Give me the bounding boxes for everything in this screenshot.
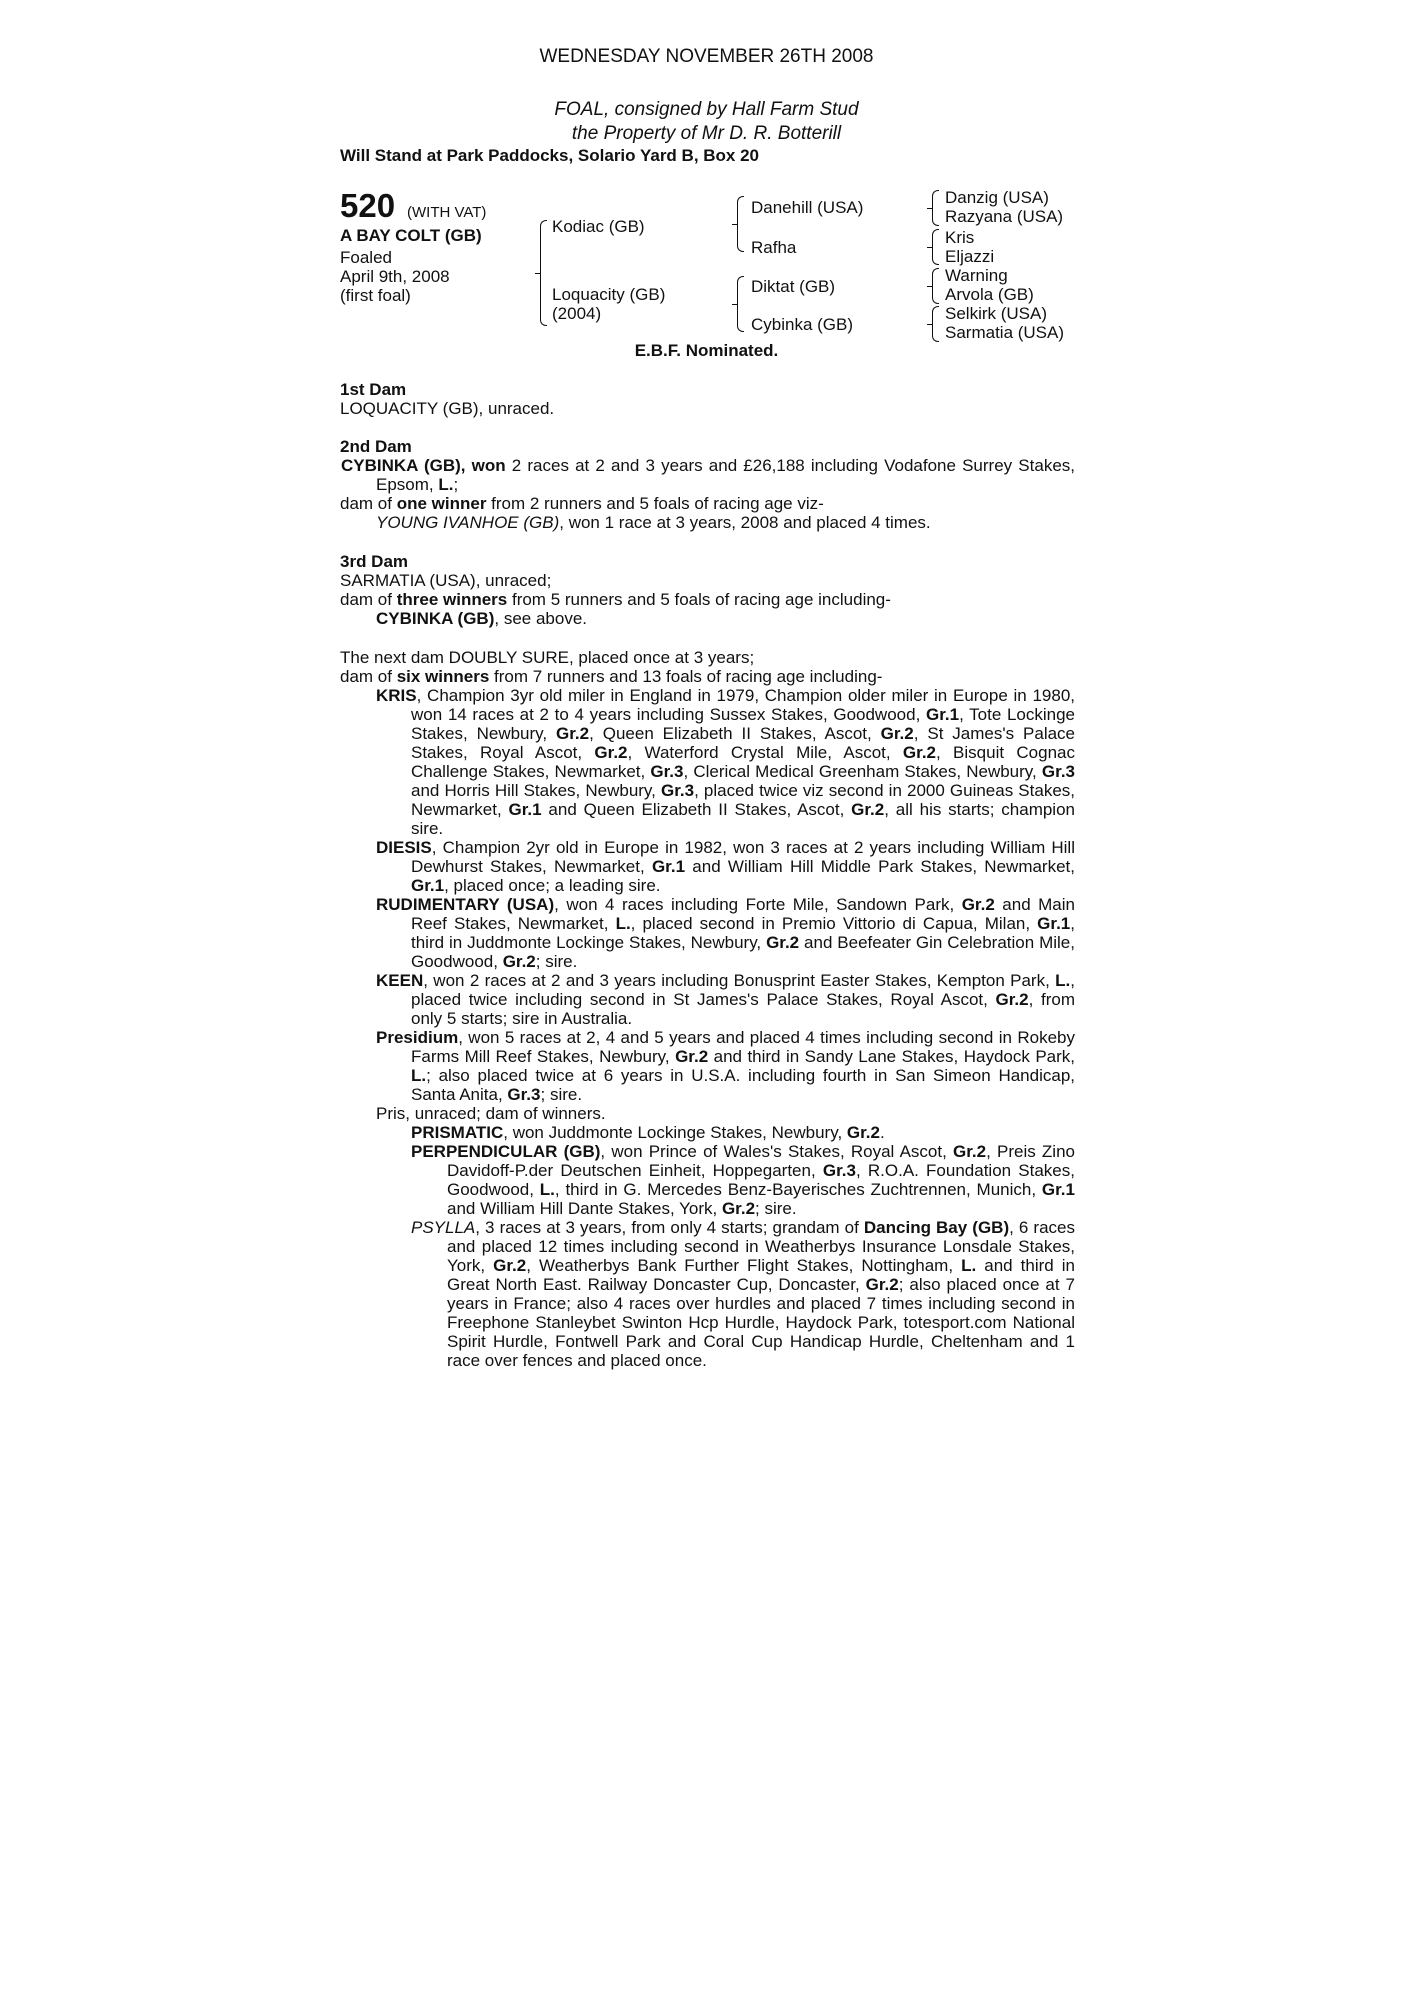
foaled-date: April 9th, 2008 <box>340 267 450 286</box>
record-text: , third in Juddmonte Lockinge Stakes, Newbury, <box>411 914 1075 952</box>
third-dam-section <box>340 552 1075 628</box>
record-text: , Bisquit Cognac Challenge Stakes, Newmarket, <box>411 743 1075 781</box>
produce-entry-pris: Pris, unraced; dam of winners. <box>376 1104 606 1123</box>
pedigree-g6: Arvola (GB) <box>945 285 1034 304</box>
produce-entry-perpendicular <box>340 1142 1075 1218</box>
record-text: 2 races at 2 and 3 years and £26,188 including Vodafone Surrey Stakes, Epsom, <box>376 456 1075 494</box>
race-grade: Gr.2 <box>556 724 590 743</box>
pedigree-g1: Danzig (USA) <box>945 188 1049 207</box>
record-text: , won 5 races at 2, 4 and 5 years and placed 4 times including second in Rokeby Farms Mill Reef Stakes, Newbury, <box>411 1028 1075 1066</box>
record-text: , third in G. Mercedes Benz-Bayerisches Zuchtrennen, Munich, <box>554 1180 1042 1199</box>
pedigree-g7: Selkirk (USA) <box>945 304 1048 323</box>
race-grade: Gr.2 <box>902 743 937 762</box>
pedigree-dam-sire: Diktat (GB) <box>751 277 836 296</box>
record-text: and Queen Elizabeth II Stakes, Ascot, <box>541 800 852 819</box>
record-text: and William Hill Middle Park Stakes, Newmarket, <box>685 857 1075 876</box>
record-text: dam of <box>340 494 397 513</box>
second-dam-section <box>340 437 1075 532</box>
race-grade: Gr.2 <box>953 1142 987 1161</box>
race-grade: Gr.3 <box>660 781 695 800</box>
record-text: from 7 runners and 13 foals of racing age including- <box>489 667 883 686</box>
horse-name: KRIS <box>376 686 417 705</box>
race-grade: Gr.2 <box>961 895 995 914</box>
first-foal-note: (first foal) <box>340 286 411 305</box>
race-grade: Gr.1 <box>1037 914 1071 933</box>
record-text: , Queen Elizabeth II Stakes, Ascot, <box>589 724 881 743</box>
pedigree-dam: Loquacity (GB) <box>552 285 666 304</box>
horse-name: CYBINKA (GB) <box>376 609 495 628</box>
third-dam-record: SARMATIA (USA), unraced; <box>340 571 552 590</box>
record-text: , Champion 3yr old miler in England in 1979, Champion older miler in Europe in 1980, won 14 races at 2 to 4 years including Sussex Stakes, Goodwood, <box>411 686 1075 724</box>
pedigree-brace <box>932 306 939 342</box>
race-grade: Gr.2 <box>594 743 628 762</box>
pedigree-sire-sire: Danehill (USA) <box>751 198 864 217</box>
horse-name: Presidium <box>376 1028 459 1047</box>
race-grade: Gr.3 <box>650 762 684 781</box>
produce-entry-psylla <box>340 1218 1075 1370</box>
record-text: , won 2 races at 2 and 3 years including Bonusprint Easter Stakes, Kempton Park, <box>423 971 1056 990</box>
race-grade: Gr.3 <box>1041 762 1076 781</box>
winners-count: six winners <box>396 667 490 686</box>
pedigree-brace <box>737 276 744 332</box>
record-text: and third in Sandy Lane Stakes, Haydock Park, <box>708 1047 1076 1066</box>
record-text: ; sire. <box>540 1085 583 1104</box>
record-text: , St James's Palace Stakes, Royal Ascot, <box>411 724 1075 762</box>
produce-entry-kris <box>340 686 1075 838</box>
race-grade: L. <box>539 1180 555 1199</box>
produce-entry-diesis <box>340 838 1075 895</box>
pedigree-sire-dam: Rafha <box>751 238 797 257</box>
produce-entry-presidium <box>340 1028 1075 1104</box>
pedigree-brace <box>932 190 939 226</box>
horse-name: PRISMATIC <box>411 1123 504 1142</box>
pedigree-brace <box>737 196 744 252</box>
race-grade: L. <box>1055 971 1071 990</box>
third-dam-produce <box>340 590 1075 609</box>
race-grade: Gr.1 <box>925 705 960 724</box>
record-text: , see above. <box>494 609 587 628</box>
race-grade: Gr.2 <box>995 990 1029 1009</box>
record-text: and Main Reef Stakes, Newmarket, <box>411 895 1075 933</box>
record-text: ; sire. <box>755 1199 797 1218</box>
race-grade: Gr.2 <box>675 1047 709 1066</box>
race-grade: Gr.1 <box>411 876 445 895</box>
first-dam-heading: 1st Dam <box>340 380 407 399</box>
pedigree-sire: Kodiac (GB) <box>552 217 645 236</box>
third-dam-heading: 3rd Dam <box>340 552 409 571</box>
pedigree-dam-year: (2004) <box>552 304 602 323</box>
record-text: , Clerical Medical Greenham Stakes, Newbury, <box>683 762 1042 781</box>
record-text: ; also placed twice at 6 years in U.S.A. including fourth in San Simeon Handicap, Santa Anita, <box>411 1066 1075 1104</box>
record-text: , Preis Zino Davidoff-P.der Deutschen Einheit, Hoppegarten, <box>447 1142 1075 1180</box>
race-grade: Gr.1 <box>508 800 542 819</box>
record-text: , Tote Lockinge Stakes, Newbury, <box>411 705 1075 743</box>
record-text: , placed second in Premio Vittorio di Capua, Milan, <box>630 914 1038 933</box>
produce-entry <box>340 513 1075 532</box>
horse-name: Dancing Bay (GB) <box>863 1218 1010 1237</box>
race-grade: Gr.1 <box>651 857 686 876</box>
horse-name: YOUNG IVANHOE (GB) <box>376 513 560 532</box>
record-text: and William Hill Dante Stakes, York, <box>447 1199 722 1218</box>
record-text: and Horris Hill Stakes, Newbury, <box>411 781 661 800</box>
record-text: , 6 races and placed 12 times including second in Weatherbys Insurance Lonsdale Stakes, York, <box>447 1218 1075 1275</box>
horse-name: CYBINKA (GB), won <box>341 456 506 475</box>
winners-count: one winner <box>396 494 487 513</box>
pedigree-g3: Kris <box>945 228 975 247</box>
record-text: , placed twice viz second in 2000 Guineas Stakes, Newmarket, <box>411 781 1075 819</box>
pedigree-g4: Eljazzi <box>945 247 995 266</box>
record-text: , R.O.A. Foundation Stakes, Goodwood, <box>447 1161 1075 1199</box>
pedigree-dam-dam: Cybinka (GB) <box>751 315 854 334</box>
record-text: , Champion 2yr old in Europe in 1982, won 3 races at 2 years including William Hill Dewhurst Stakes, Newmarket, <box>411 838 1075 876</box>
first-dam-section <box>340 380 1075 418</box>
pedigree-brace <box>540 220 547 326</box>
record-text: , won Juddmonte Lockinge Stakes, Newbury, <box>503 1123 847 1142</box>
race-grade: L. <box>411 1066 427 1085</box>
pedigree-brace <box>932 229 939 265</box>
second-dam-heading: 2nd Dam <box>340 437 412 456</box>
stand-location: Will Stand at Park Paddocks, Solario Yard B, Box 20 <box>340 146 760 165</box>
record-text: , placed once; a leading sire. <box>444 876 661 895</box>
winners-count: three winners <box>396 590 508 609</box>
record-text: , placed twice including second in St James's Palace Stakes, Royal Ascot, <box>411 971 1075 1009</box>
produce-entry-rudimentary <box>340 895 1075 971</box>
pedigree-brace <box>932 268 939 304</box>
record-text: , won Prince of Wales's Stakes, Royal Ascot, <box>600 1142 953 1161</box>
record-text: , all his starts; champion sire. <box>411 800 1075 838</box>
record-text: , won 1 race at 3 years, 2008 and placed 4 times. <box>559 513 931 532</box>
horse-name: PERPENDICULAR (GB) <box>411 1142 601 1161</box>
sale-date: WEDNESDAY NOVEMBER 26TH 2008 <box>539 46 874 67</box>
record-text: from 2 runners and 5 foals of racing age viz- <box>486 494 824 513</box>
property-line: the Property of Mr D. R. Botterill <box>571 123 842 144</box>
record-text: , 3 races at 3 years, from only 4 starts; grandam of <box>475 1218 864 1237</box>
pedigree-g5: Warning <box>945 266 1008 285</box>
pedigree-g8: Sarmatia (USA) <box>945 323 1065 342</box>
vat-note: (WITH VAT) <box>407 204 487 221</box>
race-grade: Gr.3 <box>507 1085 541 1104</box>
second-dam-record <box>340 456 1075 494</box>
record-text: , Weatherbys Bank Further Flight Stakes, Nottingham, <box>526 1256 962 1275</box>
record-text: , won 4 races including Forte Mile, Sandown Park, <box>554 895 962 914</box>
foaled-label: Foaled <box>340 248 392 267</box>
record-text: and Beefeater Gin Celebration Mile, Goodwood, <box>411 933 1075 971</box>
horse-name: RUDIMENTARY (USA) <box>376 895 555 914</box>
next-dam-section <box>340 648 1075 1370</box>
race-grade: Gr.1 <box>1041 1180 1075 1199</box>
horse-name: PSYLLA <box>411 1218 476 1237</box>
second-dam-produce <box>340 494 1075 513</box>
record-text: ; <box>453 475 459 494</box>
record-text: and third in Great North East. Railway Doncaster Cup, Doncaster, <box>447 1256 1075 1294</box>
race-grade: Gr.2 <box>865 1275 899 1294</box>
race-grade: L. <box>961 1256 977 1275</box>
produce-entry <box>340 609 1075 628</box>
race-grade: Gr.2 <box>846 1123 880 1142</box>
consignor-line: FOAL, consigned by Hall Farm Stud <box>554 99 859 120</box>
next-dam-record: The next dam DOUBLY SURE, placed once at 3 years; <box>340 648 755 667</box>
record-text: , from only 5 starts; sire in Australia. <box>411 990 1075 1028</box>
race-grade: Gr.2 <box>502 952 536 971</box>
record-text: from 5 runners and 5 foals of racing age including- <box>507 590 891 609</box>
first-dam-text: LOQUACITY (GB), unraced. <box>340 399 555 418</box>
race-grade: Gr.2 <box>851 800 885 819</box>
pedigree-g2: Razyana (USA) <box>945 207 1064 226</box>
record-text: ; sire. <box>535 952 578 971</box>
produce-entry-prismatic <box>340 1123 1075 1142</box>
race-grade: Gr.3 <box>822 1161 856 1180</box>
horse-name: KEEN <box>376 971 424 990</box>
race-grade: Gr.2 <box>880 724 914 743</box>
race-grade: Gr.2 <box>766 933 800 952</box>
race-grade: Gr.2 <box>493 1256 527 1275</box>
race-grade: L. <box>438 475 454 494</box>
record-text: dam of <box>340 590 397 609</box>
record-text: . <box>880 1123 885 1142</box>
record-text: , Waterford Crystal Mile, Ascot, <box>627 743 903 762</box>
next-dam-produce <box>340 667 1075 686</box>
record-text: ; also placed once at 7 years in France; also 4 races over hurdles and placed 7 times including second in Freephone Stanleybet Swinton Hcp Hurdle, Haydock Park, totesport.com National Spirit Hurdle, Fontwell Park and Coral Cup Handicap Hurdle, Cheltenham and 1 race over fences and placed once. <box>447 1275 1075 1370</box>
horse-name: DIESIS <box>376 838 432 857</box>
lot-number: 520 <box>340 187 396 224</box>
produce-entry-keen <box>340 971 1075 1028</box>
lot-title: A BAY COLT (GB) <box>340 226 482 245</box>
race-grade: L. <box>615 914 631 933</box>
record-text: dam of <box>340 667 397 686</box>
ebf-note: E.B.F. Nominated. <box>634 341 779 360</box>
race-grade: Gr.2 <box>721 1199 756 1218</box>
